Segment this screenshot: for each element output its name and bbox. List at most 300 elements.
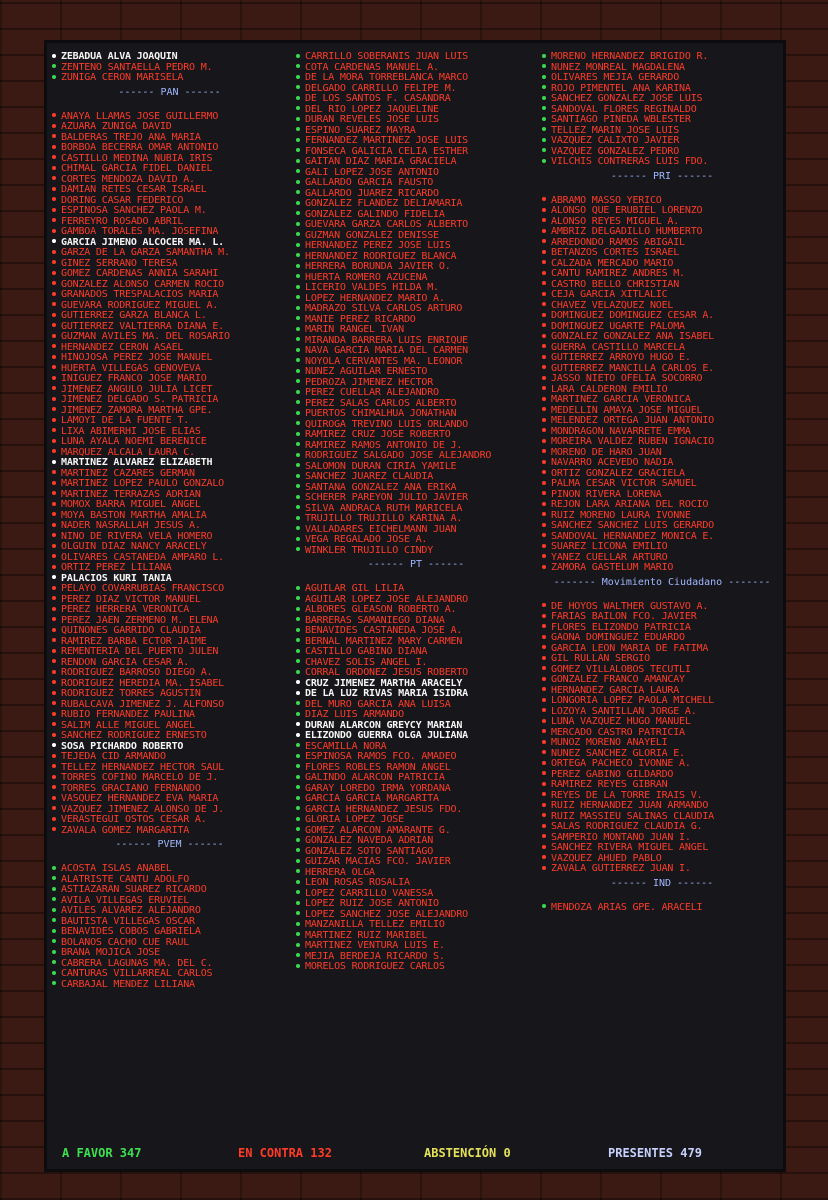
vote-indicator-icon — [542, 397, 546, 401]
vote-indicator-icon — [52, 775, 56, 779]
vote-indicator-icon — [296, 526, 300, 530]
deputy-name: ARREDONDO RAMOS ABIGAIL — [551, 237, 685, 248]
deputy-row — [296, 826, 536, 837]
vote-indicator-icon — [296, 516, 300, 520]
deputy-row — [542, 696, 782, 707]
deputy-row — [542, 322, 782, 333]
vote-indicator-icon — [542, 635, 546, 639]
deputy-row — [52, 290, 287, 301]
deputy-name: ÁVILA VILLEGAS ERUVIEL — [61, 895, 190, 906]
deputy-row — [52, 248, 287, 259]
deputy-name: SILVA ANDRACA RUTH MARICELA — [305, 503, 463, 514]
deputy-name: FARÍAS BAILÓN FCO. JAVIER — [551, 612, 697, 622]
vote-indicator-icon — [52, 470, 56, 474]
vote-indicator-icon — [296, 617, 300, 621]
vote-indicator-icon — [296, 659, 300, 663]
deputy-name: MUÑOZ MORENO ANAYELI — [551, 738, 668, 748]
deputy-row — [542, 84, 782, 95]
deputy-name: SALOMÓN DURÁN CIRIA YAMILE — [305, 461, 457, 472]
vote-indicator-icon — [542, 698, 546, 702]
vote-indicator-icon — [296, 638, 300, 642]
deputy-name: LIXA ABIMERHI JOSÉ ELÍAS — [61, 426, 201, 437]
deputy-name: CRUZ JIMÉNEZ MARTHA ARACELY — [305, 678, 463, 689]
deputy-row — [542, 217, 782, 228]
vote-indicator-icon — [542, 260, 546, 264]
vote-indicator-icon — [542, 813, 546, 817]
deputy-row — [296, 357, 536, 368]
deputy-row — [52, 500, 287, 511]
deputy-row — [542, 458, 782, 469]
vote-indicator-icon — [542, 512, 546, 516]
vote-indicator-icon — [52, 418, 56, 422]
deputy-name: GÓMEZ CÁRDENAS ANNIA SARAHÍ — [61, 269, 219, 279]
deputy-name: HUERTA VILLEGAS GENOVEVA — [61, 363, 201, 374]
deputy-row — [52, 112, 287, 123]
deputy-name: RUBALCAVA JIMÉNEZ J. ALFONSO — [61, 699, 224, 710]
vote-column-1 — [52, 52, 287, 990]
vote-indicator-icon — [542, 313, 546, 317]
deputy-name: GARCÍA JIMENO ALCOCER MA. L. — [61, 237, 224, 248]
deputy-name: RODRÍGUEZ HEREDIA MA. ISABEL — [61, 678, 224, 689]
vote-indicator-icon — [542, 208, 546, 212]
deputy-row — [542, 301, 782, 312]
vote-indicator-icon — [52, 124, 56, 128]
deputy-name: TÉLLEZ HERNÁNDEZ HÉCTOR SAÚL — [61, 762, 224, 773]
vote-indicator-icon — [542, 729, 546, 733]
party-header: ------ PAN ------ — [118, 86, 221, 98]
deputy-row — [52, 906, 287, 917]
deputy-row — [296, 731, 536, 742]
vote-indicator-icon — [296, 159, 300, 163]
deputy-name: TRUJILLO TRUJILLO KARINA A. — [305, 514, 463, 524]
deputy-row — [542, 833, 782, 844]
party-header: ------ PVEM ------ — [115, 839, 224, 850]
vote-indicator-icon — [542, 855, 546, 859]
vote-indicator-icon — [542, 439, 546, 443]
deputy-name: DURÁN REVELES JOSÉ LUIS — [305, 115, 439, 125]
deputy-row — [542, 227, 782, 238]
vote-indicator-icon — [542, 771, 546, 775]
deputy-row — [542, 843, 782, 854]
deputy-row — [52, 185, 287, 196]
vote-indicator-icon — [296, 432, 300, 436]
vote-indicator-icon — [52, 950, 56, 954]
deputy-name: GUIZAR MACÍAS FCO. JAVIER — [305, 857, 451, 867]
total-against: EN CONTRA 132 — [238, 1146, 332, 1160]
deputy-name: CHÁVEZ SOLÍS ÁNGEL I. — [305, 657, 428, 668]
deputy-row — [296, 399, 536, 410]
deputy-name: REMENTERÍA DEL PUERTO JULEN — [61, 647, 219, 657]
deputy-row — [52, 122, 287, 133]
deputy-name: CABRERA LAGUNAS MA. DEL C. — [61, 958, 213, 969]
vote-indicator-icon — [542, 323, 546, 327]
deputy-row — [52, 616, 287, 627]
vote-indicator-icon — [296, 180, 300, 184]
vote-indicator-icon — [542, 106, 546, 110]
vote-indicator-icon — [296, 943, 300, 947]
vote-indicator-icon — [52, 166, 56, 170]
deputy-row — [52, 332, 287, 343]
vote-indicator-icon — [542, 229, 546, 233]
deputy-row — [542, 521, 782, 532]
total-present: PRESENTES 479 — [608, 1146, 702, 1160]
deputy-row — [296, 493, 536, 504]
vote-indicator-icon — [52, 554, 56, 558]
deputy-name: NÚÑEZ SÁNCHEZ GLORIA E. — [551, 748, 685, 759]
vote-indicator-icon — [542, 281, 546, 285]
deputy-name: MONDRAGÓN NAVARRETE EMMA — [551, 426, 691, 437]
deputy-name: BETANZOS CORTÉS ISRAEL — [551, 248, 680, 258]
deputy-row — [296, 689, 536, 700]
deputy-name: GAONA DOMÍNGUEZ EDUARDO — [551, 633, 685, 643]
vote-indicator-icon — [542, 376, 546, 380]
deputy-row — [542, 717, 782, 728]
deputy-row — [542, 206, 782, 217]
deputy-name: SANTANA GONZÁLEZ ANA ERIKA — [305, 482, 457, 493]
deputy-row — [296, 73, 536, 84]
vote-indicator-icon — [52, 502, 56, 506]
deputy-row — [52, 969, 287, 980]
deputy-row — [52, 343, 287, 354]
deputy-name: GONZÁLEZ SOTO SANTIAGO — [305, 846, 434, 857]
vote-indicator-icon — [52, 876, 56, 880]
vote-indicator-icon — [52, 628, 56, 632]
deputy-name: SANDOVAL HERNÁNDEZ MÓNICA E. — [551, 531, 714, 542]
vote-indicator-icon — [296, 680, 300, 684]
deputy-row — [52, 154, 287, 165]
deputy-row — [52, 574, 287, 585]
deputy-row — [52, 416, 287, 427]
vote-indicator-icon — [52, 208, 56, 212]
deputy-row — [296, 346, 536, 357]
deputy-name: ACOSTA ISLAS ANABEL — [61, 864, 172, 874]
vote-indicator-icon — [296, 64, 300, 68]
deputy-row — [52, 427, 287, 438]
deputy-name: HINOJOSA PÉREZ JOSÉ MANUEL — [61, 353, 213, 363]
deputy-name: TÉLLEZ MARÍN JOSÉ LUIS — [551, 125, 680, 136]
vote-indicator-icon — [296, 827, 300, 831]
vote-indicator-icon — [542, 271, 546, 275]
deputy-name: CHIMAL GARCÍA FIDEL DANIEL — [61, 164, 213, 174]
vote-indicator-icon — [296, 537, 300, 541]
deputy-row — [542, 738, 782, 749]
vote-indicator-icon — [296, 722, 300, 726]
vote-indicator-icon — [52, 54, 56, 58]
deputy-row — [296, 126, 536, 137]
vote-indicator-icon — [52, 908, 56, 912]
deputy-row — [542, 563, 782, 574]
vote-indicator-icon — [542, 428, 546, 432]
deputy-name: BALDERAS TREJO ANA MARÍA — [61, 132, 201, 143]
deputy-name: GONZÁLEZ FLANDEZ DELIAMARIA — [305, 199, 463, 209]
deputy-name: MENDOZA ARIAS GPE. ARACELI — [551, 902, 703, 913]
vote-indicator-icon — [296, 211, 300, 215]
deputy-row — [296, 157, 536, 168]
deputy-row — [296, 794, 536, 805]
vote-indicator-icon — [542, 239, 546, 243]
deputy-row — [542, 623, 782, 634]
deputy-row — [296, 168, 536, 179]
vote-indicator-icon — [52, 428, 56, 432]
deputy-name: ELIZONDO GUERRA OLGA JULIANA — [305, 731, 468, 741]
deputy-row — [296, 420, 536, 431]
deputy-row — [296, 178, 536, 189]
deputy-row — [542, 406, 782, 417]
deputy-name: ROJO PIMENTEL ANA KARINA — [551, 83, 691, 94]
vote-indicator-icon — [296, 628, 300, 632]
vote-indicator-icon — [542, 834, 546, 838]
deputy-row — [52, 448, 287, 459]
deputy-row — [296, 668, 536, 679]
deputy-row — [542, 280, 782, 291]
deputy-name: GÓMEZ VILLALOBOS TECUTLI — [551, 664, 691, 675]
vote-indicator-icon — [52, 918, 56, 922]
deputy-row — [296, 525, 536, 536]
vote-indicator-icon — [296, 890, 300, 894]
deputy-row — [52, 374, 287, 385]
deputy-name: SAMPERIO MONTAÑO JUAN I. — [551, 832, 691, 843]
deputy-row — [52, 553, 287, 564]
deputy-row — [296, 462, 536, 473]
vote-indicator-icon — [296, 54, 300, 58]
deputy-row — [296, 616, 536, 627]
deputy-row — [52, 52, 287, 63]
vote-indicator-icon — [542, 75, 546, 79]
deputy-name: CARBAJAL MÉNDEZ LILIANA — [61, 979, 195, 990]
vote-board — [44, 40, 786, 1172]
deputy-row — [542, 532, 782, 543]
deputy-name: HUERTA ROMERO AZUCENA — [305, 272, 428, 283]
vote-indicator-icon — [296, 901, 300, 905]
vote-indicator-icon — [52, 281, 56, 285]
deputy-row — [52, 469, 287, 480]
deputy-row — [52, 259, 287, 270]
deputy-row — [542, 612, 782, 623]
deputy-row — [52, 927, 287, 938]
deputy-row — [542, 812, 782, 823]
deputy-row — [296, 836, 536, 847]
vote-indicator-icon — [52, 960, 56, 964]
deputy-name: MARTÍNEZ TERRAZAS ADRIÁN — [61, 489, 201, 500]
deputy-name: NÚÑEZ MONREAL MAGDALENA — [551, 62, 685, 73]
vote-indicator-icon — [52, 75, 56, 79]
deputy-row — [296, 84, 536, 95]
vote-indicator-icon — [296, 316, 300, 320]
deputy-name: BERNAL MARTÍNEZ MARY CARMEN — [305, 636, 463, 647]
deputy-row — [542, 157, 782, 168]
vote-indicator-icon — [52, 449, 56, 453]
vote-indicator-icon — [296, 775, 300, 779]
deputy-row — [296, 773, 536, 784]
deputy-name: HERRERA BORUNDA JAVIER O. — [305, 262, 451, 272]
deputy-row — [542, 332, 782, 343]
deputy-row — [52, 133, 287, 144]
deputy-row — [52, 721, 287, 732]
vote-indicator-icon — [542, 603, 546, 607]
deputy-row — [52, 626, 287, 637]
vote-indicator-icon — [296, 411, 300, 415]
vote-indicator-icon — [52, 785, 56, 789]
vote-indicator-icon — [52, 407, 56, 411]
deputy-name: PUERTOS CHIMALHUA JONATHAN — [305, 409, 457, 419]
deputy-name: GALINDO ALARCÓN PATRICIA — [305, 773, 445, 783]
deputy-name: OLGUÍN DÍAZ NANCY ARACELY — [61, 542, 207, 552]
deputy-name: CARRILLO SOBERANIS JUAN LUIS — [305, 52, 468, 62]
vote-indicator-icon — [542, 449, 546, 453]
deputy-name: MEDELLÍN AMAYA JOSÉ MIGUEL — [551, 405, 703, 416]
vote-indicator-icon — [296, 400, 300, 404]
vote-indicator-icon — [52, 64, 56, 68]
vote-indicator-icon — [542, 792, 546, 796]
deputy-name: NAVARRO ACEVEDO NADIA — [551, 458, 674, 468]
vote-indicator-icon — [542, 845, 546, 849]
vote-indicator-icon — [296, 106, 300, 110]
vote-indicator-icon — [52, 313, 56, 317]
deputy-name: NOYOLA CERVANTES MA. LEONOR — [305, 356, 463, 367]
deputy-row — [542, 353, 782, 364]
deputy-name: MARQUEZ ALCALÁ LAURA C. — [61, 447, 195, 458]
deputy-name: MANZANILLA TÉLLEZ EMILIO — [305, 920, 445, 930]
deputy-row — [542, 311, 782, 322]
deputy-row — [296, 584, 536, 595]
deputy-row — [296, 910, 536, 921]
deputy-name: ALONSO QUE ERUBIEL LORENZO — [551, 206, 703, 216]
deputy-name: MARTÍNEZ LÓPEZ PAULO GONZALO — [61, 479, 224, 489]
vote-indicator-icon — [296, 337, 300, 341]
deputy-row — [296, 605, 536, 616]
vote-indicator-icon — [296, 295, 300, 299]
vote-indicator-icon — [296, 169, 300, 173]
vote-indicator-icon — [296, 285, 300, 289]
vote-indicator-icon — [542, 117, 546, 121]
spacer — [542, 186, 782, 196]
vote-indicator-icon — [542, 554, 546, 558]
deputy-name: ESPINOSA RAMOS FCO. AMADEO — [305, 752, 457, 762]
deputy-row — [296, 378, 536, 389]
vote-indicator-icon — [296, 764, 300, 768]
deputy-name: SÁNCHEZ RIVERA MIGUEL ÁNGEL — [551, 843, 709, 853]
deputy-row — [542, 728, 782, 739]
deputy-row — [296, 546, 536, 557]
deputy-row — [296, 931, 536, 942]
deputy-row — [296, 231, 536, 242]
vote-indicator-icon — [296, 379, 300, 383]
deputy-name: LARA CALDERÓN EMILIO — [551, 384, 668, 395]
deputy-name: RODRÍGUEZ SALGADO JOSÉ ALEJANDRO — [305, 451, 492, 461]
deputy-row — [52, 689, 287, 700]
deputy-name: GRANADOS TRESPALACIOS MARÍA — [61, 290, 219, 300]
deputy-name: PÉREZ GABINO GILDARDO — [551, 769, 674, 780]
deputy-row — [296, 115, 536, 126]
deputy-row — [52, 406, 287, 417]
deputy-name: FONSECA GALICIA CELIA ESTHER — [305, 146, 468, 157]
deputy-row — [296, 710, 536, 721]
vote-indicator-icon — [542, 250, 546, 254]
vote-indicator-icon — [52, 481, 56, 485]
deputy-row — [52, 458, 287, 469]
vote-indicator-icon — [542, 481, 546, 485]
deputy-row — [542, 290, 782, 301]
deputy-name: DE LA MORA TORREBLANCA MARCO — [305, 73, 468, 83]
deputy-name: CASTILLO MEDINA NUBIA IRIS — [61, 153, 213, 164]
deputy-name: VÁZQUEZ CALIXTO JAVIER — [551, 136, 680, 146]
vote-indicator-icon — [296, 922, 300, 926]
vote-indicator-icon — [542, 292, 546, 296]
deputy-row — [52, 280, 287, 291]
vote-indicator-icon — [296, 222, 300, 226]
vote-indicator-icon — [296, 838, 300, 842]
deputy-row — [52, 164, 287, 175]
deputy-name: SCHERER PAREYÓN JULIO JAVIER — [305, 493, 468, 503]
deputy-row — [52, 490, 287, 501]
deputy-name: GUZMÁN AVILÉS MA. DEL ROSARIO — [61, 332, 230, 342]
deputy-name: HERNÁNDEZ CERÓN ASAEL — [61, 342, 184, 353]
vote-indicator-icon — [542, 866, 546, 870]
deputy-name: PÉREZ DÍAZ VÍCTOR MANUEL — [61, 594, 201, 605]
vote-indicator-icon — [52, 260, 56, 264]
deputy-name: GONZÁLEZ GALINDO FIDELIA — [305, 209, 445, 220]
deputy-name: FLORES ELIZONDO PATRICIA — [551, 622, 691, 633]
deputy-name: BOLAÑOS CACHO CUÉ RAÚL — [61, 937, 190, 948]
deputy-name: GUTIÉRREZ VALTIERRA DIANA E. — [61, 321, 224, 332]
deputy-name: DE LOS SANTOS F. CASANDRA — [305, 94, 451, 104]
deputy-row — [296, 920, 536, 931]
deputy-name: WINKLER TRUJILLO CINDY — [305, 545, 434, 556]
deputy-name: JIMÉNEZ DELGADO S. PATRICIA — [61, 395, 219, 405]
deputy-name: SÁNCHEZ RODRÍGUEZ ERNESTO — [61, 731, 207, 741]
vote-indicator-icon — [296, 474, 300, 478]
vote-indicator-icon — [296, 953, 300, 957]
deputy-name: PÉREZ CUÉLLAR ALEJANDRO — [305, 388, 439, 398]
deputy-row — [542, 633, 782, 644]
vote-indicator-icon — [52, 670, 56, 674]
deputy-name: GONZÁLEZ GONZÁLEZ ANA ISABEL — [551, 332, 714, 342]
deputy-name: MORENO HERNÁNDEZ BRIGIDO R. — [551, 52, 709, 62]
deputy-row — [296, 472, 536, 483]
vote-indicator-icon — [52, 218, 56, 222]
deputy-name: FLORES ROBLES RAMÓN ÁNGEL — [305, 762, 451, 773]
deputy-row — [296, 283, 536, 294]
deputy-name: LONGORIA LÓPEZ PAOLA MICHELL — [551, 696, 714, 706]
deputy-row — [296, 752, 536, 763]
deputy-name: ANAYA LLAMAS JOSÉ GUILLERMO — [61, 111, 219, 122]
deputy-name: MOREIRA VALDEZ RUBÉN IGNACIO — [551, 437, 714, 447]
deputy-row — [542, 416, 782, 427]
deputy-row — [542, 448, 782, 459]
deputy-name: HERNÁNDEZ GARCÍA LAURA — [551, 685, 680, 696]
deputy-name: MARTÍNEZ ÁLVAREZ ELIZABETH — [61, 458, 213, 468]
vote-indicator-icon — [296, 442, 300, 446]
deputy-row — [542, 479, 782, 490]
deputy-row — [296, 52, 536, 63]
deputy-name: GALLARDO GARCÍA FAUSTO — [305, 178, 434, 188]
deputy-row — [542, 94, 782, 105]
deputy-row — [296, 336, 536, 347]
deputy-name: MARTÍNEZ GARCÍA VERÓNICA — [551, 395, 691, 405]
deputy-name: LÓPEZ HERNÁNDEZ MARIO A. — [305, 293, 445, 304]
deputy-row — [296, 315, 536, 326]
vote-indicator-icon — [52, 981, 56, 985]
deputy-row — [52, 805, 287, 816]
deputy-name: DÓRING CASAR FEDERICO — [61, 195, 184, 206]
vote-indicator-icon — [542, 302, 546, 306]
vote-indicator-icon — [52, 897, 56, 901]
vote-indicator-icon — [296, 117, 300, 121]
deputy-name: VERÁSTEGUI OSTOS CÉSAR A. — [61, 815, 207, 825]
deputy-name: HERNÁNDEZ PÉREZ JOSÉ LUIS — [305, 241, 451, 251]
deputy-name: MERCADO CASTRO PATRICIA — [551, 727, 685, 738]
deputy-name: DOMÍNGUEZ DOMÍNGUEZ CÉSAR A. — [551, 311, 714, 321]
